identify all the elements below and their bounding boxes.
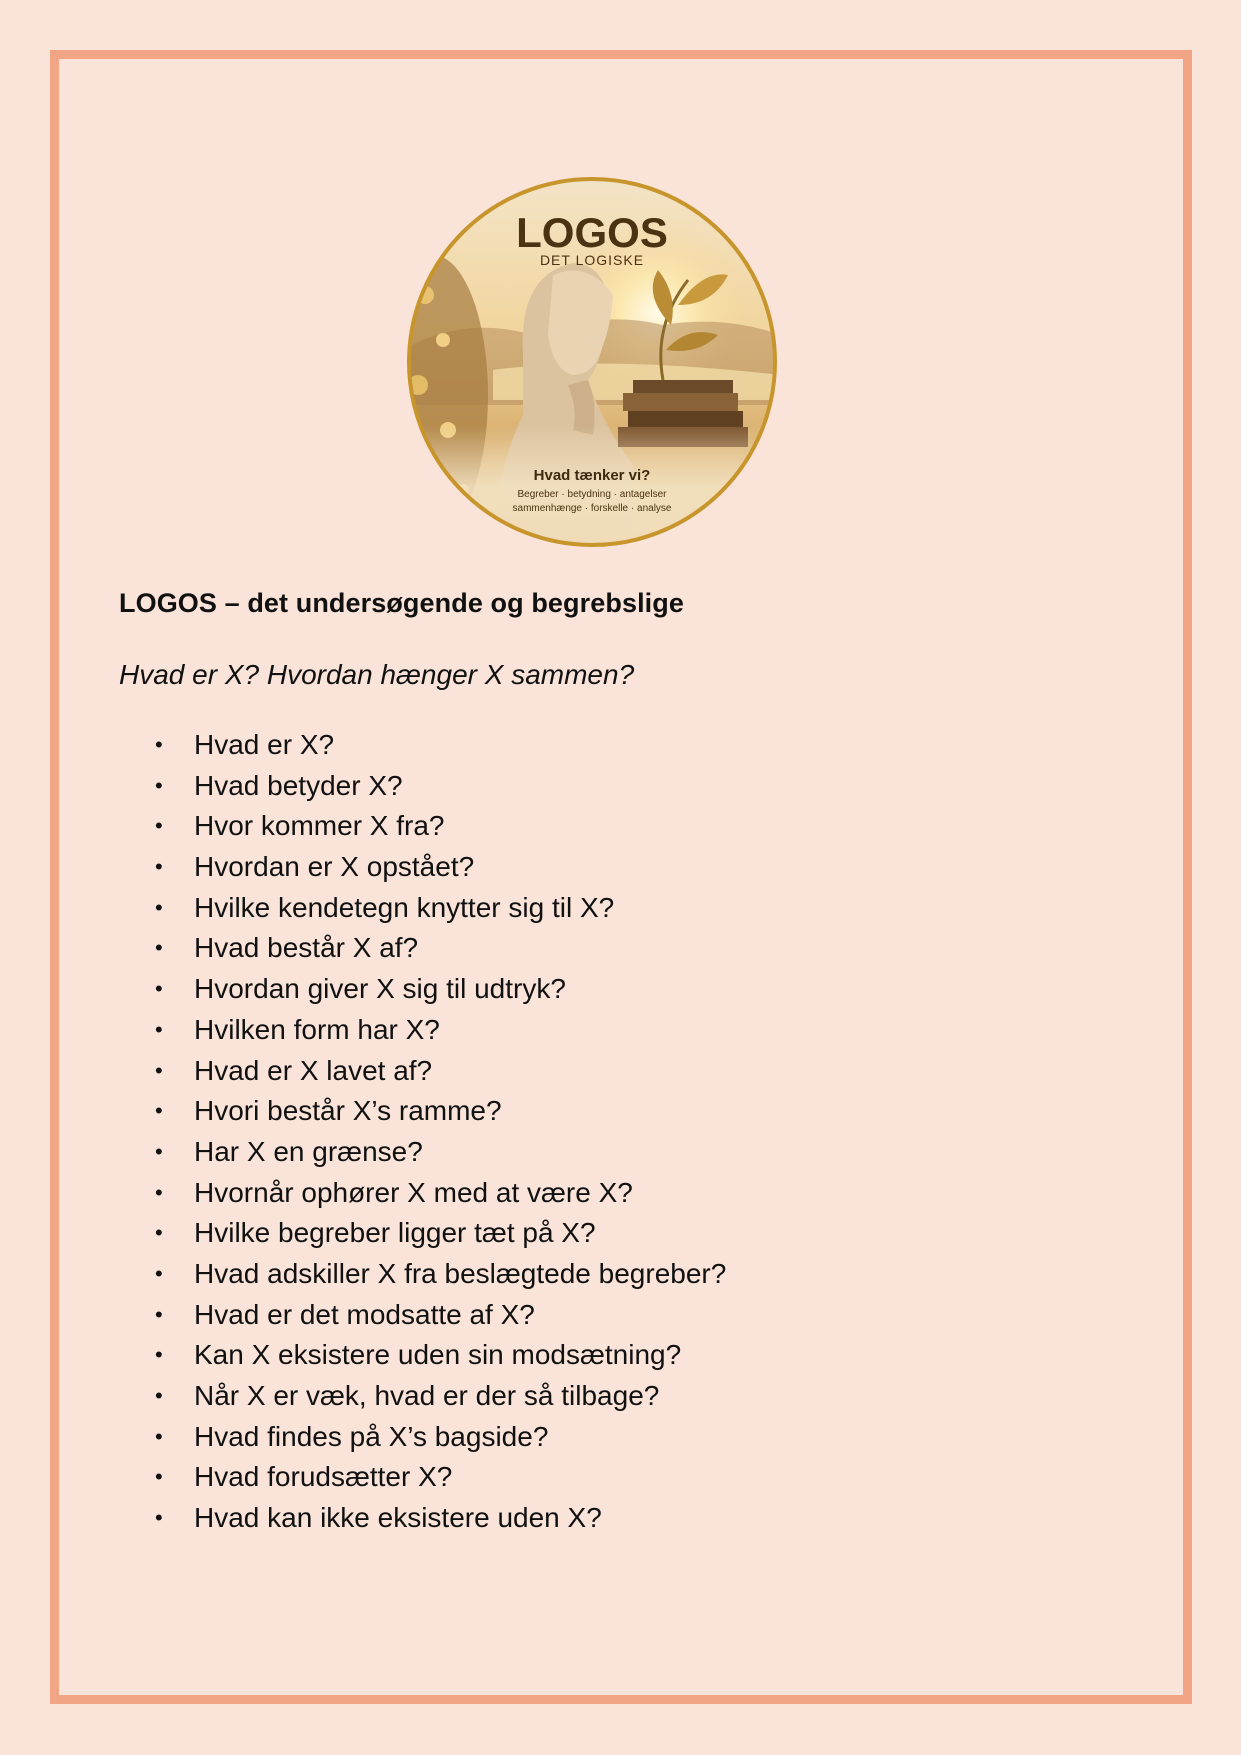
- question-item: • Hvad er X?: [155, 725, 726, 766]
- question-item: • Hvilke kendetegn knytter sig til X?: [155, 888, 726, 929]
- question-list: [155, 725, 726, 1539]
- emblem-keywords-line2: sammenhænge · forskelle · analyse: [512, 503, 672, 514]
- question-item: • Hvad betyder X?: [155, 766, 726, 807]
- page-subheading: Hvad er X? Hvordan hænger X sammen?: [119, 659, 635, 690]
- question-item: • Hvad er X lavet af?: [155, 1051, 726, 1092]
- question-item: • Kan X eksistere uden sin modsætning?: [155, 1335, 726, 1376]
- question-item: • Hvad består X af?: [155, 928, 726, 969]
- question-item: • Hvordan giver X sig til udtryk?: [155, 969, 726, 1010]
- question-item: • Hvad er det modsatte af X?: [155, 1295, 726, 1336]
- question-item: • Hvad findes på X’s bagside?: [155, 1417, 726, 1458]
- question-item: • Har X en grænse?: [155, 1132, 726, 1173]
- emblem-subtitle: DET LOGISKE: [539, 252, 645, 268]
- emblem-question: Hvad tænker vi?: [533, 467, 651, 484]
- question-item: • Hvordan er X opstået?: [155, 847, 726, 888]
- page-heading: LOGOS – det undersøgende og begrebslige: [119, 588, 684, 618]
- emblem-keywords-line1: Begreber · betydning · antagelser: [517, 489, 667, 500]
- question-item: • Hvad forudsætter X?: [155, 1457, 726, 1498]
- emblem-title: LOGOS: [516, 209, 668, 256]
- question-item: • Hvornår ophører X med at være X?: [155, 1173, 726, 1214]
- question-item: • Hvilke begreber ligger tæt på X?: [155, 1213, 726, 1254]
- question-item: • Når X er væk, hvad er der så tilbage?: [155, 1376, 726, 1417]
- question-item: • Hvilken form har X?: [155, 1010, 726, 1051]
- question-item: • Hvad adskiller X fra beslægtede begreber?: [155, 1254, 726, 1295]
- question-item: • Hvad kan ikke eksistere uden X?: [155, 1498, 726, 1539]
- question-item: • Hvor kommer X fra?: [155, 806, 726, 847]
- logos-emblem: [403, 175, 781, 549]
- question-item: • Hvori består X’s ramme?: [155, 1091, 726, 1132]
